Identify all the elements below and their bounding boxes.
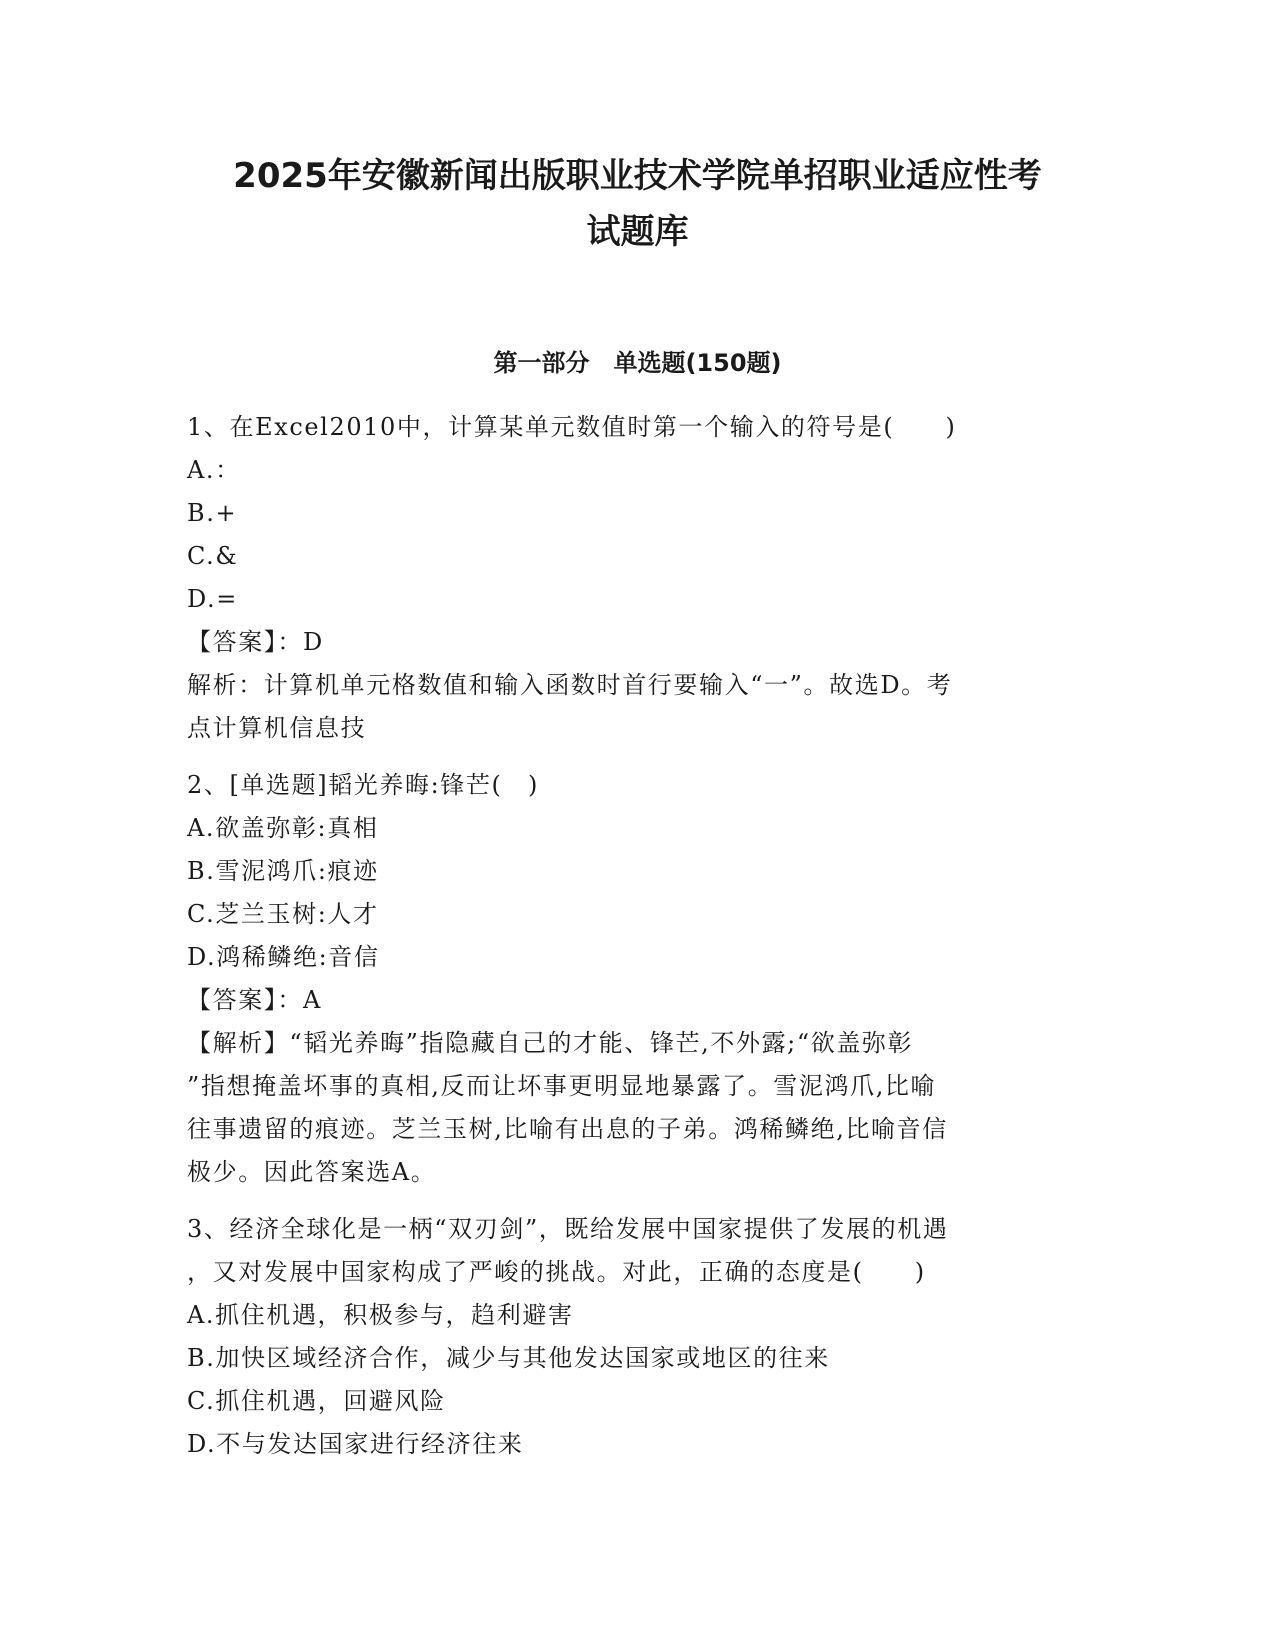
option-a: A.欲盖弥彰:真相 [187, 814, 379, 842]
analysis-line: 极少。因此答案选A。 [187, 1158, 437, 1186]
question-stem: 2、[单选题]韬光养晦:锋芒( ) [187, 771, 540, 799]
option-a: A.： [187, 456, 241, 484]
question-spacer [187, 750, 1087, 764]
option-b: B.+ [187, 499, 238, 527]
document-title [150, 148, 1125, 260]
option-c: C.芝兰玉树:人才 [187, 900, 379, 928]
analysis-line: 往事遗留的痕迹。芝兰玉树,比喻有出息的子弟。鸿稀鳞绝,比喻音信 [187, 1115, 948, 1143]
question-2 [187, 764, 1087, 1194]
option-c: C.& [187, 542, 239, 570]
question-spacer [187, 1194, 1087, 1208]
analysis-line: 点计算机信息技 [187, 714, 367, 742]
option-d: D.不与发达国家进行经济往来 [187, 1430, 524, 1458]
question-1 [187, 406, 1087, 750]
section-heading: 第一部分 单选题(150题) [493, 349, 782, 377]
analysis-line: 解析：计算机单元格数值和输入函数时首行要输入“一”。故选D。考 [187, 671, 953, 699]
question-stem: ，又对发展中国家构成了严峻的挑战。对此，正确的态度是( ) [187, 1258, 926, 1286]
option-d: D.鸿稀鳞绝:音信 [187, 943, 380, 971]
question-stem: 1、在Excel2010中，计算某单元数值时第一个输入的符号是( ) [187, 413, 957, 441]
analysis-line: 【解析】“韬光养晦”指隐藏自己的才能、锋芒,不外露;“欲盖弥彰 [187, 1029, 914, 1057]
option-c: C.抓住机遇，回避风险 [187, 1387, 446, 1415]
title-line-1: 2025年安徽新闻出版职业技术学院单招职业适应性考 [233, 156, 1042, 196]
question-list [187, 406, 1087, 1466]
answer-line: 【答案】：A [187, 986, 322, 1014]
analysis-line: ”指想掩盖坏事的真相,反而让坏事更明显地暴露了。雪泥鸿爪,比喻 [187, 1072, 937, 1100]
question-stem: 3、经济全球化是一柄“双刃剑”，既给发展中国家提供了发展的机遇 [187, 1215, 949, 1243]
answer-line: 【答案】：D [187, 628, 324, 656]
question-3 [187, 1208, 1087, 1466]
option-b: B.雪泥鸿爪:痕迹 [187, 857, 379, 885]
title-line-2: 试题库 [586, 212, 689, 252]
option-d: D.= [187, 585, 238, 613]
option-a: A.抓住机遇，积极参与，趋利避害 [187, 1301, 574, 1329]
option-b: B.加快区域经济合作，减少与其他发达国家或地区的往来 [187, 1344, 830, 1372]
